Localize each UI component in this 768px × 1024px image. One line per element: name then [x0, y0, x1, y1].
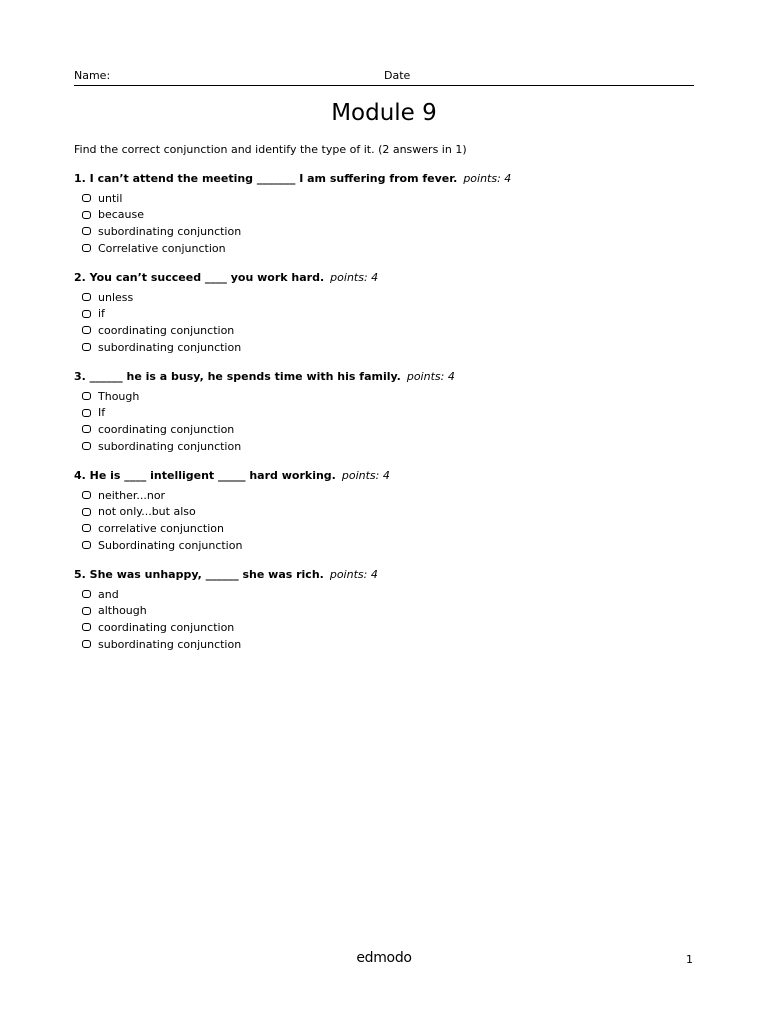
question-text [74, 469, 694, 483]
question-text [74, 271, 694, 285]
option-label: coordinating conjunction [98, 323, 235, 337]
option-label: until [98, 191, 123, 205]
radio-button-icon[interactable] [82, 409, 91, 417]
question-text [74, 370, 694, 384]
question-3 [74, 370, 694, 454]
question-4-points: points: 4 [341, 469, 390, 482]
question-3-points: points: 4 [406, 370, 455, 383]
option[interactable] [74, 537, 694, 554]
option-label: Subordinating conjunction [98, 538, 243, 552]
question-3-text: 3. ______ he is a busy, he spends time with his family. [74, 370, 401, 383]
question-2-points: points: 4 [330, 271, 379, 284]
radio-button-icon[interactable] [82, 244, 91, 252]
name-label: Name: [74, 69, 111, 82]
question-5-text: 5. She was unhappy, ______ she was rich. [74, 568, 324, 581]
option-label: Though [98, 389, 140, 403]
question-5-options [74, 586, 694, 652]
radio-button-icon[interactable] [82, 343, 91, 351]
radio-button-icon[interactable] [82, 524, 91, 532]
option-label: subordinating conjunction [98, 340, 242, 354]
question-4-text: 4. He is ____ intelligent _____ hard working. [74, 469, 336, 482]
option-label: subordinating conjunction [98, 224, 242, 238]
header-row [74, 69, 694, 86]
radio-button-icon[interactable] [82, 607, 91, 615]
question-text [74, 568, 694, 582]
option[interactable] [74, 421, 694, 438]
option-label: not only...but also [98, 505, 196, 519]
radio-button-icon[interactable] [82, 491, 91, 499]
radio-button-icon[interactable] [82, 293, 91, 301]
page-title: Module 9 [331, 100, 437, 126]
radio-button-icon[interactable] [82, 326, 91, 334]
option-label: coordinating conjunction [98, 620, 235, 634]
option-label: unless [98, 290, 134, 304]
radio-button-icon[interactable] [82, 508, 91, 516]
radio-button-icon[interactable] [82, 541, 91, 549]
radio-button-icon[interactable] [82, 194, 91, 202]
question-2-options [74, 289, 694, 355]
option[interactable] [74, 487, 694, 504]
option[interactable] [74, 240, 694, 257]
question-1 [74, 172, 694, 256]
radio-button-icon[interactable] [82, 392, 91, 400]
question-4 [74, 469, 694, 553]
question-1-points: points: 4 [463, 172, 512, 185]
option-label: Correlative conjunction [98, 241, 226, 255]
radio-button-icon[interactable] [82, 425, 91, 433]
radio-button-icon[interactable] [82, 227, 91, 235]
radio-button-icon[interactable] [82, 310, 91, 318]
question-4-options [74, 487, 694, 553]
option-label: If [98, 406, 106, 420]
question-5 [74, 568, 694, 652]
question-3-options [74, 388, 694, 454]
option[interactable] [74, 339, 694, 356]
question-5-points: points: 4 [329, 568, 378, 581]
page-number: 1 [686, 953, 693, 966]
question-2-text: 2. You can’t succeed ____ you work hard. [74, 271, 325, 284]
option[interactable] [74, 619, 694, 636]
option[interactable] [74, 520, 694, 537]
option[interactable] [74, 306, 694, 323]
option-label: and [98, 587, 119, 601]
option[interactable] [74, 207, 694, 224]
radio-button-icon[interactable] [82, 623, 91, 631]
option-label: coordinating conjunction [98, 422, 235, 436]
option[interactable] [74, 504, 694, 521]
option[interactable] [74, 636, 694, 653]
radio-button-icon[interactable] [82, 211, 91, 219]
option-label: correlative conjunction [98, 521, 224, 535]
option[interactable] [74, 289, 694, 306]
option[interactable] [74, 190, 694, 207]
date-label: Date [384, 69, 411, 82]
question-text [74, 172, 694, 186]
instructions: Find the correct conjunction and identify the type of it. (2 answers in 1) [74, 143, 467, 156]
option-label: if [98, 307, 105, 321]
option-label: although [98, 604, 147, 618]
question-1-text: 1. I can’t attend the meeting _______ I am suffering from fever. [74, 172, 458, 185]
radio-button-icon[interactable] [82, 442, 91, 450]
option[interactable] [74, 405, 694, 422]
option[interactable] [74, 603, 694, 620]
question-1-options [74, 190, 694, 256]
option-label: neither...nor [98, 488, 166, 502]
option-label: subordinating conjunction [98, 637, 242, 651]
radio-button-icon[interactable] [82, 590, 91, 598]
option[interactable] [74, 322, 694, 339]
option[interactable] [74, 586, 694, 603]
option[interactable] [74, 223, 694, 240]
question-2 [74, 271, 694, 355]
option[interactable] [74, 438, 694, 455]
radio-button-icon[interactable] [82, 640, 91, 648]
option-label: because [98, 208, 145, 222]
option-label: subordinating conjunction [98, 439, 242, 453]
edmodo-logo: edmodo [356, 950, 412, 966]
option[interactable] [74, 388, 694, 405]
